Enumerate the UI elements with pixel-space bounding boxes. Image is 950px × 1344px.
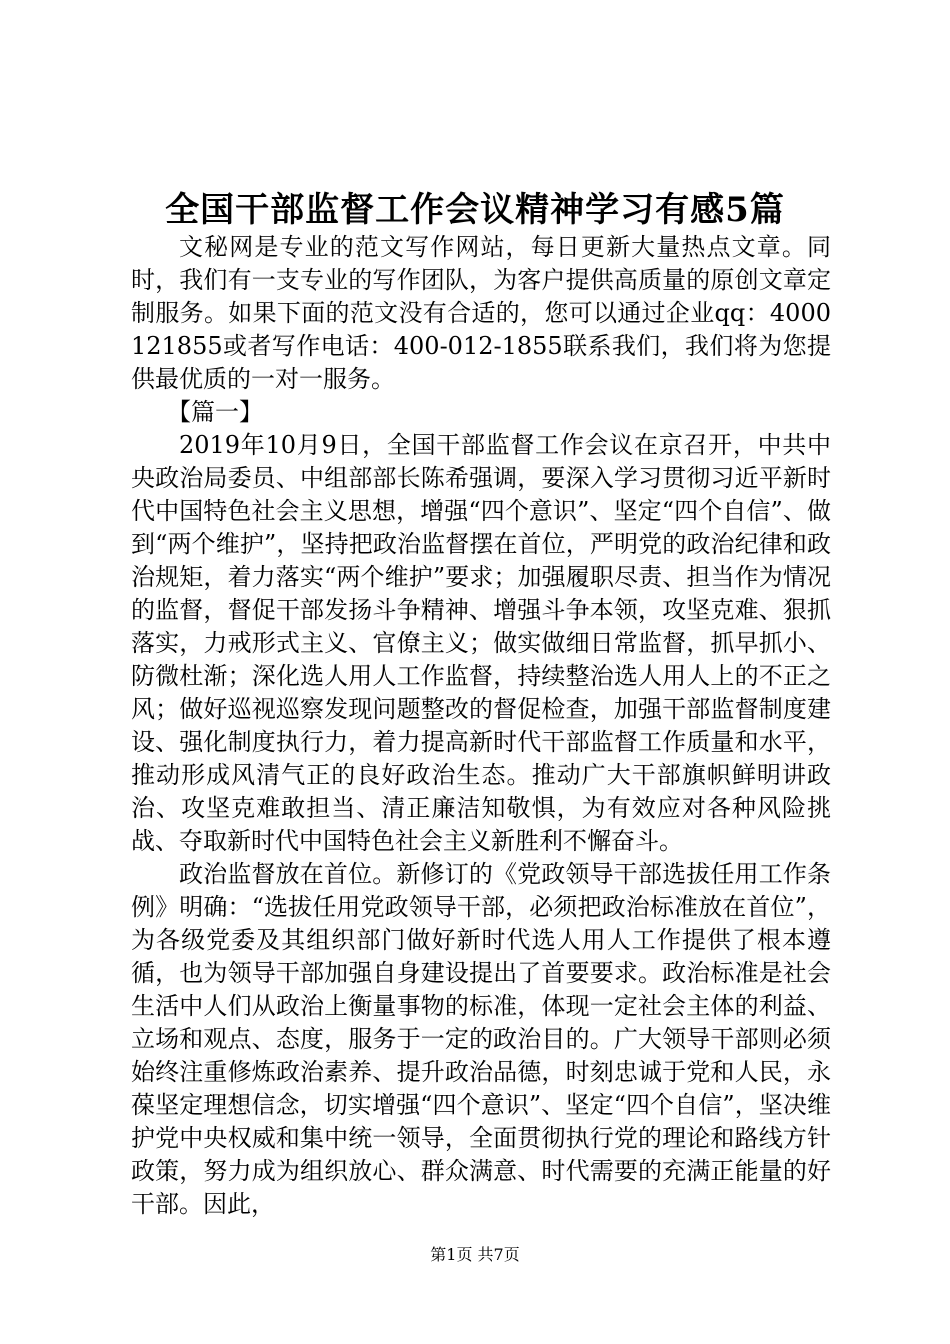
intro-paragraph: 文秘网是专业的范文写作网站，每日更新大量热点文章。同时，我们有一支专业的写作团队，为客户提供高质量的原创文章定制服务。如果下面的范文没有合适的，您可以通过企业qq：4000121855或者写作电话：400-012-1855联系我们，我们将为您提供最优质的一对一服务。 bbox=[131, 233, 831, 393]
section-heading: 【篇一】 bbox=[167, 398, 263, 426]
page-number-footer: 第1页 共7页 bbox=[430, 1245, 520, 1264]
document-title: 全国干部监督工作会议精神学习有感5篇 bbox=[165, 190, 785, 230]
body-paragraph-2: 政治监督放在首位。新修订的《党政领导干部选拔任用工作条例》明确：“选拔任用党政领导干部，必须把政治标准放在首位”，为各级党委及其组织部门做好新时代选人用人工作提供了根本遵循，也为领导干部加强自身建设提出了首要要求。政治标准是社会生活中人们从政治上衡量事物的标准，体现一定社会主体的利益、立场和观点、态度，服务于一定的政治目的。广大领导干部则必须始终注重修炼政治素养、提升政治品德，时刻忠诚于党和人民，永葆坚定理想信念，切实增强“四个意识”、坚定“四个自信”，坚决维护党中央权威和集中统一领导，全面贯彻执行党的理论和路线方针政策，努力成为组织放心、群众满意、时代需要的充满正能量的好干部。因此， bbox=[131, 860, 831, 1218]
document-body bbox=[131, 231, 831, 1221]
body-paragraph-1: 2019年10月9日，全国干部监督工作会议在京召开，中共中央政治局委员、中组部部长陈希强调，要深入学习贯彻习近平新时代中国特色社会主义思想，增强“四个意识”、坚定“四个自信”、做到“两个维护”，坚持把政治监督摆在首位，严明党的政治纪律和政治规矩，着力落实“两个维护”要求；加强履职尽责、担当作为情况的监督，督促干部发扬斗争精神、增强斗争本领，攻坚克难、狠抓落实，力戒形式主义、官僚主义；做实做细日常监督，抓早抓小、防微杜渐；深化选人用人工作监督，持续整治选人用人上的不正之风；做好巡视巡察发现问题整改的督促检查，加强干部监督制度建设、强化制度执行力，着力提高新时代干部监督工作质量和水平，推动形成风清气正的良好政治生态。推动广大干部旗帜鲜明讲政治、攻坚克难敢担当、清正廉洁知敬惧，为有效应对各种风险挑战、夺取新时代中国特色社会主义新胜利不懈奋斗。 bbox=[131, 431, 831, 855]
